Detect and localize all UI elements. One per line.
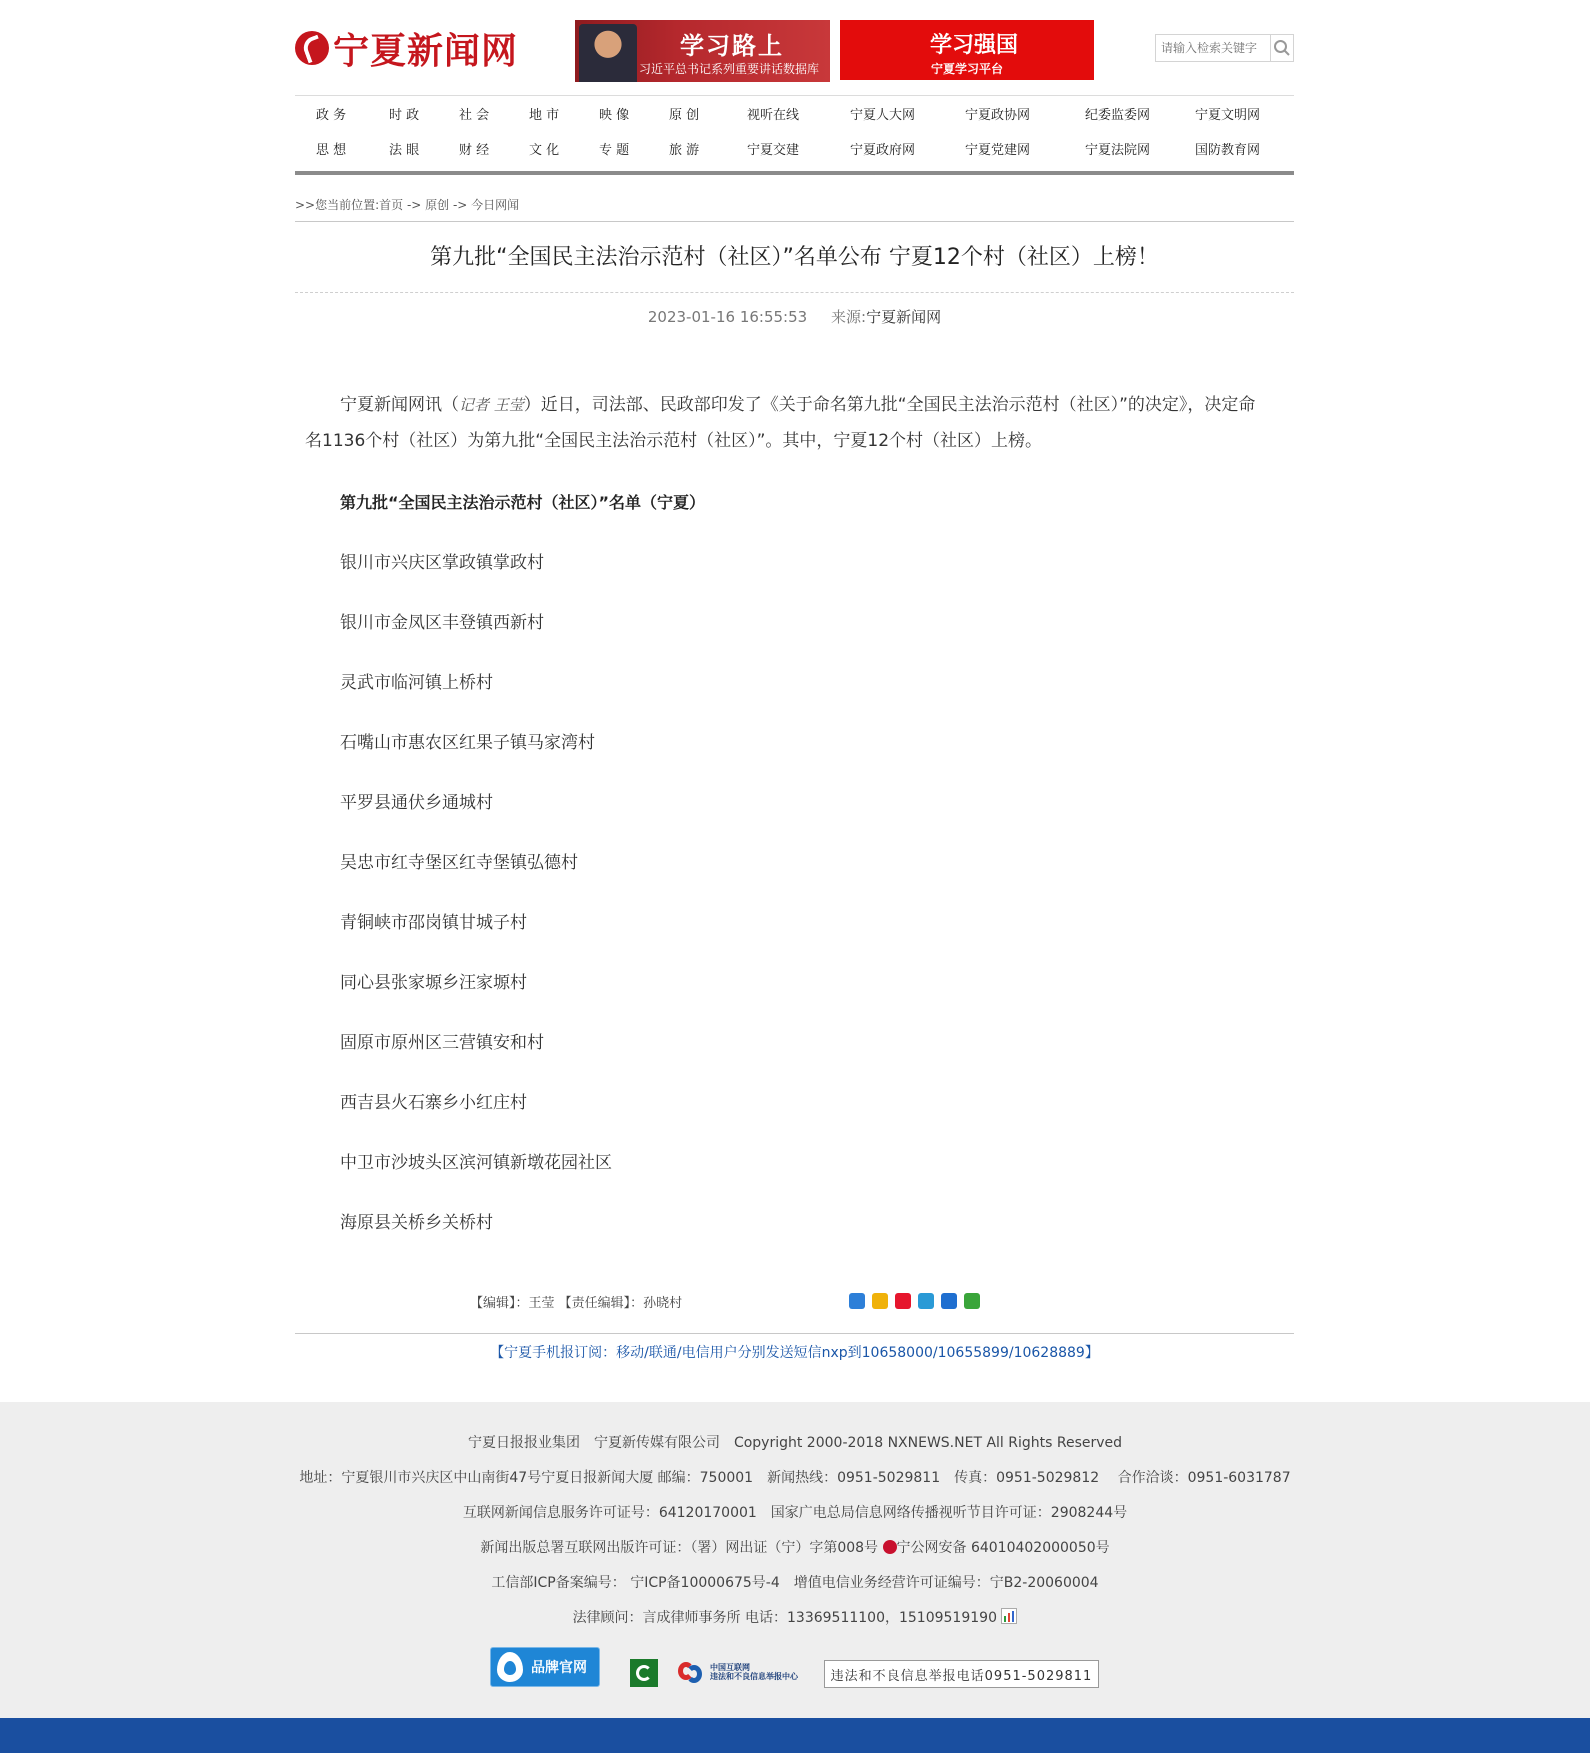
nav-item-fayan[interactable]: 法 眼	[389, 143, 420, 158]
nav-item-shiting[interactable]: 视听在线	[747, 108, 800, 123]
share-tencent-icon[interactable]	[918, 1293, 934, 1309]
report-center-line2: 违法和不良信息举报中心	[710, 1672, 798, 1681]
list-item: 银川市金凤区丰登镇西新村	[340, 613, 544, 633]
banner2-subtitle: 宁夏学习平台	[930, 62, 1003, 76]
editor-line: 【编辑】：王莹 【责任编辑】：孙晓村	[470, 1296, 683, 1311]
share-more-icon[interactable]	[849, 1293, 865, 1309]
search-button[interactable]	[1270, 35, 1293, 61]
stats-icon[interactable]	[1001, 1608, 1017, 1624]
nav-item-lvyou[interactable]: 旅 游	[669, 143, 700, 158]
source-label: 来源:	[831, 308, 867, 326]
footer-copyright: 宁夏日报报业集团 宁夏新传媒有限公司 Copyright 2000-2018 NXNEWS.NET All Rights Reserved	[467, 1435, 1123, 1451]
share-weibo-icon[interactable]	[895, 1293, 911, 1309]
search-input[interactable]	[1156, 35, 1270, 61]
nav-item-sixiang[interactable]: 思 想	[316, 143, 347, 158]
green-shield-badge[interactable]	[630, 1659, 658, 1687]
search-icon	[1273, 39, 1291, 57]
main-nav	[295, 96, 1294, 170]
logo-text: 宁夏新闻网	[333, 29, 519, 72]
footer-license-1: 互联网新闻信息服务许可证号：64120170001 国家广电总局信息网络传播视听节目许可证：2908244号	[462, 1505, 1128, 1521]
nav-item-renda[interactable]: 宁夏人大网	[850, 108, 916, 123]
list-item: 银川市兴庆区掌政镇掌政村	[340, 553, 544, 573]
share-wechat-icon[interactable]	[964, 1293, 980, 1309]
breadcrumb[interactable]: >>您当前位置:首页 -> 原创 -> 今日网闻	[295, 198, 520, 212]
site-footer	[0, 1402, 1590, 1718]
nav-item-jiwei[interactable]: 纪委监委网	[1085, 108, 1151, 123]
nav-bottom-bar	[295, 171, 1294, 175]
list-item: 西吉县火石寨乡小红庄村	[340, 1093, 527, 1113]
list-item: 石嘴山市惠农区红果子镇马家湾村	[340, 733, 595, 753]
nav-item-guofang[interactable]: 国防教育网	[1195, 143, 1261, 158]
list-item: 吴忠市红寺堡区红寺堡镇弘德村	[340, 853, 578, 873]
nav-row-1	[295, 104, 1294, 138]
list-item: 平罗县通伏乡通城村	[340, 793, 493, 813]
footer-address: 地址：宁夏银川市兴庆区中山南街47号宁夏日报新闻大厦 邮编：750001 新闻热线：0951-5029811 传真：0951-5029812 合作洽谈：0951-6031787	[299, 1470, 1291, 1486]
banner2-title: 学习强国	[930, 32, 1019, 58]
footer-legal	[0, 1607, 1590, 1627]
article-meta	[295, 306, 1294, 327]
nav-item-shehui[interactable]: 社 会	[459, 108, 490, 123]
nav-item-zhengwu[interactable]: 政 务	[316, 108, 347, 123]
nav-item-yuanchuang[interactable]: 原 创	[669, 108, 700, 123]
nav-item-zhengxie[interactable]: 宁夏政协网	[965, 108, 1031, 123]
list-item: 中卫市沙坡头区滨河镇新墩花园社区	[340, 1153, 612, 1173]
banner-xuexi-qiangguo[interactable]	[840, 20, 1094, 80]
share-qzone-icon[interactable]	[872, 1293, 888, 1309]
site-logo[interactable]	[295, 26, 518, 70]
report-center-badge[interactable]	[676, 1657, 798, 1687]
brand-site-label: 品牌官网	[531, 1660, 587, 1676]
lead-prefix: 宁夏新闻网讯（	[340, 395, 459, 415]
crescent-icon	[636, 1665, 652, 1681]
sms-subscribe-link[interactable]: 【宁夏手机报订阅：移动/联通/电信用户分别发送短信nxp到10658000/10655899/10628889】	[490, 1345, 1099, 1361]
footer-icp[interactable]: 工信部ICP备案编号： 宁ICP备10000675号-4 增值电信业务经营许可证编号：宁B2-20060004	[491, 1575, 1099, 1591]
list-title: 第九批“全国民主法治示范村（社区）”名单（宁夏）	[340, 493, 706, 512]
nav-row-2	[295, 139, 1294, 173]
share-renren-icon[interactable]	[941, 1293, 957, 1309]
banner-learning-road[interactable]	[575, 20, 830, 82]
bottom-bar	[0, 1718, 1590, 1753]
nav-item-fayuan[interactable]: 宁夏法院网	[1085, 143, 1151, 158]
reporter-name: 记者 王莹	[459, 396, 524, 414]
footer-badges	[0, 1647, 1590, 1691]
police-record[interactable]: 宁公网安备 64010402000050号	[896, 1540, 1110, 1556]
search-box	[1155, 34, 1294, 62]
report-center-line1: 中国互联网	[710, 1663, 750, 1672]
nav-item-wenhua[interactable]: 文 化	[529, 143, 560, 158]
nav-item-wenming[interactable]: 宁夏文明网	[1195, 108, 1261, 123]
brand-site-badge[interactable]	[490, 1647, 600, 1687]
nav-item-zhuanti[interactable]: 专 题	[599, 143, 630, 158]
nav-item-dangjian[interactable]: 宁夏党建网	[965, 143, 1031, 158]
list-item: 海原县关桥乡关桥村	[340, 1213, 493, 1233]
report-phone-badge[interactable]: 违法和不良信息举报电话0951-5029811	[824, 1660, 1099, 1688]
logo-icon	[295, 31, 329, 65]
banner1-title: 学习路上	[680, 32, 784, 60]
portrait-image	[579, 24, 637, 82]
list-item: 灵武市临河镇上桥村	[340, 673, 493, 693]
share-bar	[849, 1293, 980, 1309]
police-badge-icon	[883, 1540, 897, 1554]
nav-item-jiaojian[interactable]: 宁夏交建	[747, 143, 800, 158]
list-item: 同心县张家塬乡汪家塬村	[340, 973, 527, 993]
list-item: 青铜峡市邵岗镇甘城子村	[340, 913, 527, 933]
breadcrumb-divider	[295, 221, 1294, 222]
article-end-divider	[295, 1333, 1294, 1334]
nav-item-dishi[interactable]: 地 市	[529, 108, 560, 123]
nav-item-shizheng[interactable]: 时 政	[389, 108, 420, 123]
nav-item-zhengfu[interactable]: 宁夏政府网	[850, 143, 916, 158]
banner1-subtitle: 习近平总书记系列重要讲话数据库	[639, 62, 820, 76]
report-center-logo-icon	[676, 1658, 706, 1686]
article-source[interactable]: 宁夏新闻网	[866, 308, 942, 326]
water-drop-icon	[497, 1652, 523, 1682]
article-title: 第九批“全国民主法治示范村（社区）”名单公布 宁夏12个村（社区）上榜！	[430, 245, 1159, 270]
legal-advisor: 法律顾问：言成律师事务所 电话：13369511100，15109519190	[572, 1610, 997, 1626]
site-header	[295, 0, 1294, 96]
lead-paragraph	[305, 387, 1265, 459]
list-item: 固原市原州区三营镇安和村	[340, 1033, 544, 1053]
nav-item-caijing[interactable]: 财 经	[459, 143, 490, 158]
article-date: 2023-01-16 16:55:53	[647, 308, 808, 326]
title-divider	[295, 292, 1294, 293]
footer-license-2	[0, 1537, 1590, 1557]
lead-body: ）近日，司法部、民政部印发了《关于命名第九批“全国民主法治示范村（社区）”的决定》，决定命名1136个村（社区）为第九批“全国民主法治示范村（社区）”。其中，宁夏12个村（社区）上榜。	[305, 395, 1256, 451]
nav-item-yingxiang[interactable]: 映 像	[599, 108, 630, 123]
publish-license: 新闻出版总署互联网出版许可证：（署）网出证（宁）字第008号	[480, 1540, 883, 1556]
report-center-text	[710, 1663, 798, 1681]
